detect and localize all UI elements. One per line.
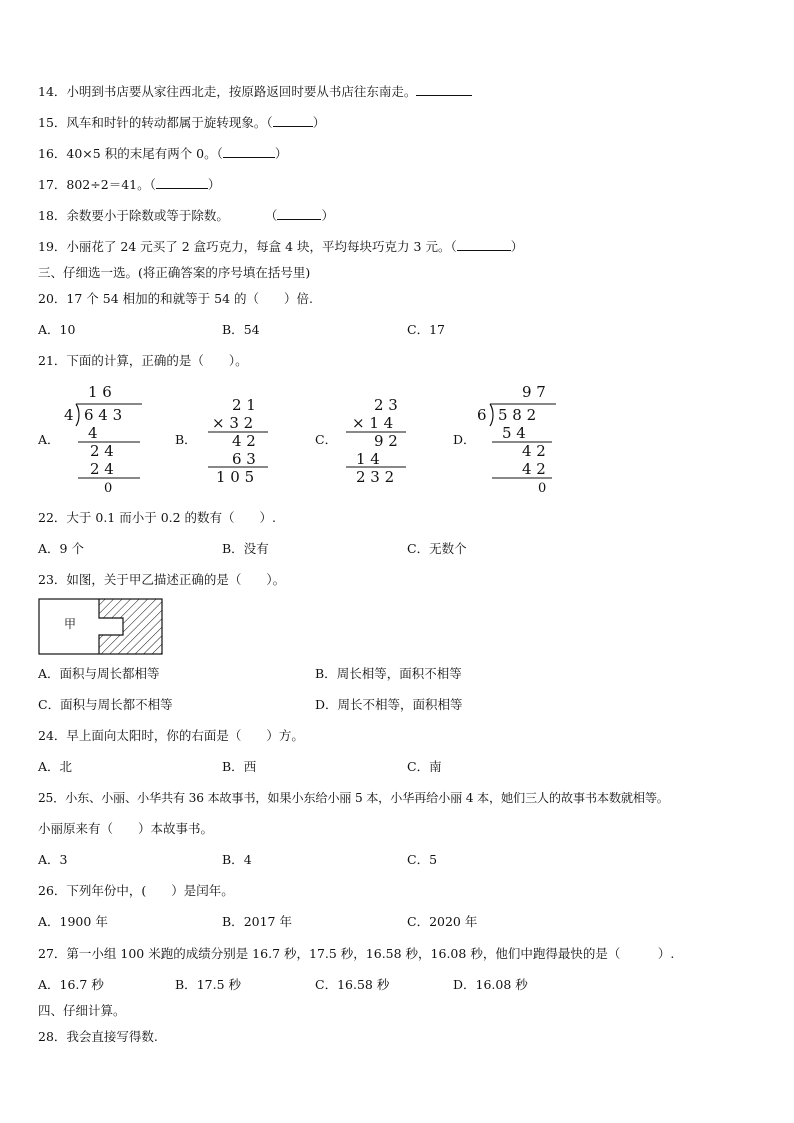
divisor: 6: [477, 406, 487, 424]
result: 2 3 2: [356, 468, 395, 486]
option-d[interactable]: D．16.08 秒: [453, 977, 528, 992]
option-a[interactable]: A．9 个: [38, 541, 84, 556]
question-number: 26．: [38, 883, 67, 898]
partial-product: 4 2: [232, 432, 256, 450]
dividend: 6 4 3: [84, 406, 123, 424]
answer-blank[interactable]: [273, 126, 313, 127]
option-b[interactable]: B．2017 年: [222, 914, 292, 929]
paren-close: ）: [207, 177, 221, 192]
option-a[interactable]: A．1900 年: [38, 914, 108, 929]
multiplier: × 1 4: [352, 414, 394, 432]
option-c[interactable]: C．南: [407, 759, 442, 774]
question-25-line2: 小丽原来有（ ）本故事书。: [38, 821, 214, 836]
answer-blank[interactable]: [457, 250, 511, 251]
question-number: 19．: [38, 239, 67, 254]
dividend: 5 8 2: [498, 406, 537, 424]
question-number: 18．: [38, 208, 67, 223]
answer-blank[interactable]: [223, 157, 275, 158]
multiplier: × 3 2: [212, 414, 254, 432]
paren-close: ）: [321, 208, 334, 223]
option-c[interactable]: C．17: [407, 322, 445, 337]
option-a[interactable]: A．16.7 秒: [38, 977, 104, 992]
question-number: 22．: [38, 510, 67, 525]
option-b[interactable]: B．西: [222, 759, 257, 774]
question-text: 17 个 54 相加的和就等于 54 的（ ）倍.: [66, 291, 313, 306]
option-a[interactable]: A．10: [38, 322, 76, 337]
quotient: 9 7: [522, 383, 546, 401]
paren-open: （: [450, 239, 457, 254]
question-number: 24．: [38, 728, 67, 743]
section-4-title: 四、仔细计算。: [38, 1003, 126, 1018]
long-division-a: [56, 380, 156, 498]
division-bracket: [76, 404, 79, 426]
multiplicand: 2 1: [232, 396, 256, 414]
partial-product: 9 2: [374, 432, 398, 450]
question-18: [38, 208, 334, 224]
paren-close: ）: [510, 239, 524, 254]
question-number: 15．: [38, 115, 67, 130]
answer-blank[interactable]: [416, 95, 472, 96]
question-text: 我会直接写得数.: [66, 1029, 158, 1044]
option-a[interactable]: A．北: [38, 759, 73, 774]
question-number: 20．: [38, 291, 67, 306]
question-23: [38, 572, 285, 588]
question-number: 27．: [38, 946, 67, 961]
figure-jia-yi: [38, 598, 164, 659]
option-b[interactable]: B．周长相等，面积不相等: [315, 666, 462, 681]
step-product: 4 2: [522, 460, 546, 478]
result: 1 0 5: [216, 468, 255, 486]
paren-open: （: [149, 177, 156, 192]
question-26: [38, 883, 234, 899]
option-c[interactable]: C．无数个: [407, 541, 467, 556]
question-text: 余数要小于除数或等于除数。: [66, 208, 229, 223]
option-a[interactable]: A．3: [38, 852, 68, 867]
question-27: [38, 946, 674, 962]
question-text: 小东、小丽、小华共有 36 本故事书，如果小东给小丽 5 本，小华再给小丽 4 本，她们三人的故事书本数就相等。: [65, 791, 669, 805]
question-number: 21．: [38, 353, 67, 368]
question-number: 25．: [38, 791, 66, 805]
question-number: 17．: [38, 177, 67, 192]
paren-close: ）: [312, 115, 326, 130]
question-text: 如图，关于甲乙描述正确的是（ ）。: [66, 572, 286, 587]
option-c[interactable]: C．: [315, 432, 338, 447]
option-c[interactable]: C．2020 年: [407, 914, 478, 929]
final-remainder: 0: [538, 481, 547, 495]
question-number: 14．: [38, 84, 67, 99]
question-text: 下面的计算，正确的是（ ）。: [66, 353, 248, 368]
step-remainder: 4 2: [522, 442, 546, 460]
paren-close: ）: [274, 146, 288, 161]
question-14: [38, 84, 472, 100]
question-17: [38, 177, 220, 193]
multiplication-b: [196, 390, 276, 493]
answer-blank[interactable]: [277, 219, 321, 220]
question-text: 大于 0.1 而小于 0.2 的数有（ ）.: [66, 510, 277, 525]
question-22: [38, 510, 276, 526]
question-number: 28．: [38, 1029, 67, 1044]
question-16: [38, 146, 287, 162]
question-text: 802÷2＝41。: [66, 177, 150, 192]
step-product: 4: [88, 424, 98, 442]
option-c[interactable]: C．5: [407, 852, 438, 867]
option-b[interactable]: B．54: [222, 322, 260, 337]
paren-open: （: [216, 146, 223, 161]
step-remainder: 2 4: [90, 442, 114, 460]
option-b[interactable]: B．17.5 秒: [175, 977, 241, 992]
multiplication-c: [334, 390, 414, 493]
option-d[interactable]: D．周长不相等，面积相等: [315, 697, 463, 712]
division-bracket: [490, 404, 493, 426]
option-c[interactable]: C．面积与周长都不相等: [38, 697, 173, 712]
option-a[interactable]: A．面积与周长都相等: [38, 666, 160, 681]
option-b[interactable]: B．4: [222, 852, 252, 867]
answer-blank[interactable]: [156, 188, 208, 189]
question-text: 下列年份中，( ）是闰年。: [66, 883, 234, 898]
step-product: 5 4: [502, 424, 526, 442]
paren-open: （: [264, 208, 278, 223]
option-c[interactable]: C．16.58 秒: [315, 977, 390, 992]
question-text: 早上面向太阳时，你的右面是（ ）方。: [66, 728, 304, 743]
question-15: [38, 115, 325, 131]
question-25: [38, 790, 669, 806]
option-d[interactable]: D．: [453, 432, 476, 447]
section-3-title: 三、仔细选一选。(将正确答案的序号填在括号里): [38, 265, 311, 280]
question-28: [38, 1029, 158, 1045]
question-number: 23．: [38, 572, 67, 587]
question-text: 第一小组 100 米跑的成绩分别是 16.7 秒，17.5 秒，16.58 秒，16.08 秒，他们中跑得最快的是（ ）.: [66, 946, 675, 961]
yi-shaded-region: [99, 599, 162, 654]
question-text: 小丽花了 24 元买了 2 盒巧克力，每盒 4 块，平均每块巧克力 3 元。: [66, 239, 451, 254]
jia-label: 甲: [64, 617, 77, 631]
long-division-d: [472, 380, 572, 498]
question-number: 16．: [38, 146, 67, 161]
question-text: 小明到书店要从家往西北走，按原路返回时要从书店往东南走。: [66, 84, 417, 99]
final-remainder: 0: [104, 481, 113, 495]
question-21: [38, 353, 248, 369]
question-24: [38, 728, 304, 744]
question-19: [38, 239, 523, 255]
option-b[interactable]: B．: [175, 432, 197, 447]
step-product: 2 4: [90, 460, 114, 478]
divisor: 4: [64, 406, 74, 424]
multiplicand: 2 3: [374, 396, 398, 414]
quotient: 1 6: [88, 383, 112, 401]
option-b[interactable]: B．没有: [222, 541, 269, 556]
partial-product: 1 4: [356, 450, 380, 468]
partial-product: 6 3: [232, 450, 256, 468]
question-text: 风车和时针的转动都属于旋转现象。: [66, 115, 267, 130]
question-text: 40×5 积的末尾有两个 0。: [66, 146, 217, 161]
question-20: [38, 291, 313, 307]
paren-open: （: [266, 115, 273, 130]
option-a[interactable]: A．: [38, 432, 60, 447]
